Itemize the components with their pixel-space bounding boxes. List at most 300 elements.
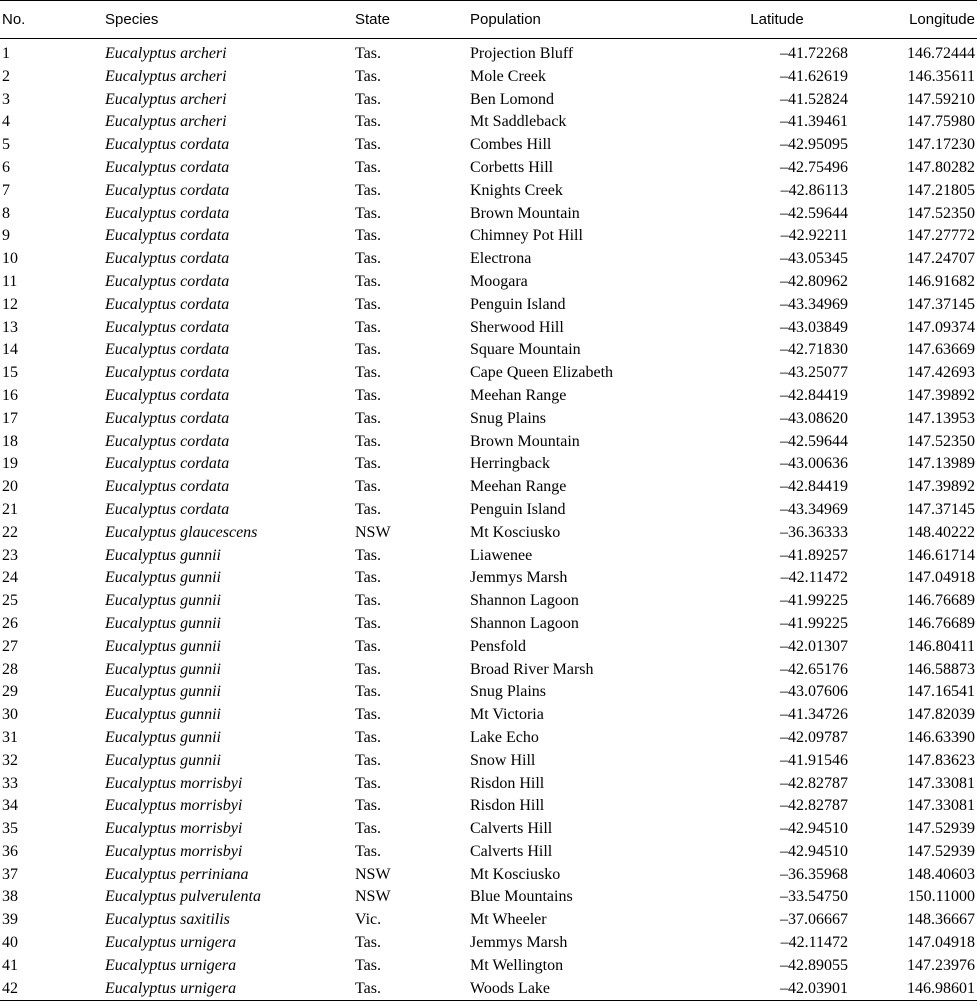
- table-row: [0, 909, 977, 932]
- cell-species: Eucalyptus morrisbyi: [105, 774, 243, 792]
- cell-population: Lake Echo: [470, 728, 539, 746]
- cell-latitude: –41.99225: [780, 614, 848, 632]
- cell-no: 11: [2, 272, 18, 290]
- cell-species: Eucalyptus morrisbyi: [105, 842, 243, 860]
- cell-state: Tas.: [355, 934, 381, 952]
- cell-longitude: 147.52939: [907, 842, 975, 860]
- cell-state: Tas.: [355, 113, 381, 131]
- cell-latitude: –42.82787: [780, 797, 848, 815]
- cell-population: Jemmys Marsh: [470, 569, 568, 587]
- cell-longitude: 146.72444: [907, 45, 975, 62]
- cell-latitude: –42.95095: [780, 136, 848, 154]
- cell-state: Tas.: [355, 637, 381, 655]
- cell-species: Eucalyptus morrisbyi: [105, 797, 243, 815]
- table-row: [0, 636, 977, 659]
- cell-state: Tas.: [355, 751, 381, 769]
- cell-species: Eucalyptus archeri: [105, 113, 227, 131]
- cell-no: 38: [2, 888, 18, 906]
- cell-latitude: –41.89257: [780, 546, 848, 564]
- cell-state: Tas.: [355, 181, 381, 199]
- cell-longitude: 146.63390: [907, 728, 975, 746]
- table-row: [0, 317, 977, 340]
- table-row: [0, 955, 977, 978]
- table-row: [0, 39, 977, 66]
- cell-species: Eucalyptus cordata: [105, 250, 230, 268]
- cell-no: 7: [2, 181, 10, 199]
- table-row: [0, 385, 977, 408]
- cell-population: Penguin Island: [470, 500, 566, 518]
- cell-species: Eucalyptus gunnii: [105, 637, 221, 655]
- cell-no: 8: [2, 204, 10, 222]
- cell-no: 40: [2, 934, 18, 952]
- cell-population: Risdon Hill: [470, 797, 545, 815]
- table-row: [0, 795, 977, 818]
- table-row: [0, 180, 977, 203]
- header-latitude: Latitude: [666, 1, 848, 39]
- cell-population: Jemmys Marsh: [470, 934, 568, 952]
- cell-state: NSW: [355, 865, 391, 883]
- cell-longitude: 147.33081: [907, 774, 975, 792]
- cell-longitude: 147.39892: [907, 478, 975, 496]
- cell-no: 19: [2, 455, 18, 473]
- cell-latitude: –37.06667: [780, 911, 848, 929]
- table-row: [0, 750, 977, 773]
- cell-population: Mt Victoria: [470, 706, 544, 724]
- cell-longitude: 147.52350: [907, 204, 975, 222]
- cell-no: 37: [2, 865, 18, 883]
- table-row: [0, 408, 977, 431]
- cell-no: 12: [2, 295, 18, 313]
- cell-state: Tas.: [355, 592, 381, 610]
- table-row: [0, 886, 977, 909]
- cell-latitude: –42.80962: [780, 272, 848, 290]
- cell-latitude: –41.34726: [780, 706, 848, 724]
- table-row: [0, 225, 977, 248]
- table-row: [0, 864, 977, 887]
- cell-population: Projection Bluff: [470, 45, 574, 62]
- table-row: [0, 66, 977, 89]
- cell-longitude: 147.24707: [907, 250, 975, 268]
- cell-latitude: –42.59644: [780, 432, 848, 450]
- cell-state: Tas.: [355, 158, 381, 176]
- cell-no: 42: [0, 978, 105, 1001]
- cell-latitude: –42.71830: [780, 341, 848, 359]
- cell-longitude: 146.76689: [907, 614, 975, 632]
- cell-no: 23: [2, 546, 18, 564]
- cell-state: Tas.: [355, 386, 381, 404]
- cell-population: Mt Kosciusko: [470, 523, 561, 541]
- cell-species: Eucalyptus urnigera: [105, 978, 355, 1001]
- cell-species: Eucalyptus gunnii: [105, 614, 221, 632]
- cell-latitude: –43.00636: [780, 455, 848, 473]
- table-row: [0, 681, 977, 704]
- cell-no: 6: [2, 158, 10, 176]
- cell-population: Risdon Hill: [470, 774, 545, 792]
- cell-longitude: 147.21805: [907, 181, 975, 199]
- cell-population: Shannon Lagoon: [470, 614, 579, 632]
- cell-species: Eucalyptus cordata: [105, 432, 230, 450]
- cell-population: Mt Wellington: [470, 956, 564, 974]
- cell-species: Eucalyptus archeri: [105, 67, 227, 85]
- cell-latitude: –42.86113: [780, 181, 848, 199]
- cell-no: 9: [2, 227, 10, 245]
- table-row: [0, 978, 977, 1001]
- cell-species: Eucalyptus glaucescens: [105, 523, 258, 541]
- table-row: [0, 841, 977, 864]
- cell-latitude: –36.35968: [780, 865, 848, 883]
- cell-latitude: –42.11472: [780, 934, 848, 952]
- cell-longitude: 147.33081: [907, 797, 975, 815]
- cell-no: 28: [2, 660, 18, 678]
- cell-population: Snug Plains: [470, 409, 547, 427]
- cell-population: Pensfold: [470, 637, 526, 655]
- cell-longitude: 148.36667: [907, 911, 975, 929]
- cell-population: Mt Saddleback: [470, 113, 567, 131]
- cell-state: Tas.: [355, 67, 381, 85]
- cell-longitude: 147.09374: [907, 318, 975, 336]
- cell-latitude: –42.92211: [780, 227, 848, 245]
- table-row: [0, 499, 977, 522]
- cell-no: 2: [2, 67, 10, 85]
- cell-no: 41: [2, 956, 18, 974]
- cell-no: 10: [2, 250, 18, 268]
- table-row: [0, 339, 977, 362]
- cell-state: Tas.: [355, 683, 381, 701]
- cell-longitude: 147.42693: [907, 364, 975, 382]
- cell-latitude: –42.09787: [780, 728, 848, 746]
- cell-no: 3: [2, 90, 10, 108]
- cell-latitude: –42.01307: [780, 637, 848, 655]
- cell-state: Tas.: [355, 250, 381, 268]
- cell-no: 29: [2, 683, 18, 701]
- cell-state: Tas.: [355, 272, 381, 290]
- cell-longitude: 146.91682: [907, 272, 975, 290]
- cell-state: Tas.: [355, 432, 381, 450]
- table-row: [0, 773, 977, 796]
- table-row: [0, 203, 977, 226]
- cell-state: Tas.: [355, 227, 381, 245]
- cell-latitude: –41.72268: [780, 45, 848, 62]
- cell-species: Eucalyptus cordata: [105, 136, 230, 154]
- cell-state: Tas.: [355, 614, 381, 632]
- cell-species: Eucalyptus gunnii: [105, 592, 221, 610]
- cell-species: Eucalyptus cordata: [105, 455, 230, 473]
- cell-population: Mt Wheeler: [470, 911, 547, 929]
- cell-species: Eucalyptus cordata: [105, 341, 230, 359]
- cell-no: 1: [2, 45, 10, 62]
- cell-no: 31: [2, 728, 18, 746]
- cell-latitude: –43.05345: [780, 250, 848, 268]
- cell-latitude: –42.94510: [780, 820, 848, 838]
- cell-no: 32: [2, 751, 18, 769]
- cell-longitude: 147.63669: [907, 341, 975, 359]
- cell-latitude: –43.34969: [780, 500, 848, 518]
- table-row: [0, 932, 977, 955]
- cell-species: Eucalyptus cordata: [105, 364, 230, 382]
- cell-no: 25: [2, 592, 18, 610]
- cell-population: Shannon Lagoon: [470, 592, 579, 610]
- cell-species: Eucalyptus cordata: [105, 227, 230, 245]
- cell-no: 33: [2, 774, 18, 792]
- cell-longitude: 147.37145: [907, 500, 975, 518]
- cell-no: 24: [2, 569, 18, 587]
- cell-species: Eucalyptus cordata: [105, 500, 230, 518]
- cell-latitude: –42.84419: [780, 478, 848, 496]
- cell-state: Tas.: [355, 45, 381, 62]
- cell-state: Tas.: [355, 842, 381, 860]
- cell-no: 34: [2, 797, 18, 815]
- cell-longitude: 146.35611: [907, 67, 975, 85]
- table-row: [0, 431, 977, 454]
- cell-population: Herringback: [470, 455, 550, 473]
- cell-state: Tas.: [355, 500, 381, 518]
- table-row: [0, 659, 977, 682]
- cell-species: Eucalyptus morrisbyi: [105, 820, 243, 838]
- cell-latitude: –42.65176: [780, 660, 848, 678]
- cell-no: 26: [2, 614, 18, 632]
- cell-state: NSW: [355, 523, 391, 541]
- cell-population: Snug Plains: [470, 683, 547, 701]
- cell-longitude: 146.80411: [907, 637, 975, 655]
- table-row: [0, 818, 977, 841]
- header-no: No.: [0, 1, 105, 39]
- cell-species: Eucalyptus urnigera: [105, 956, 237, 974]
- cell-population: Brown Mountain: [470, 432, 580, 450]
- table-row: [0, 590, 977, 613]
- cell-latitude: –33.54750: [780, 888, 848, 906]
- cell-species: Eucalyptus gunnii: [105, 683, 221, 701]
- table-row: [0, 453, 977, 476]
- cell-longitude: 146.61714: [907, 546, 975, 564]
- cell-no: 16: [2, 386, 18, 404]
- cell-state: Tas.: [355, 569, 381, 587]
- cell-species: Eucalyptus cordata: [105, 158, 230, 176]
- cell-latitude: –42.11472: [780, 569, 848, 587]
- cell-population: Meehan Range: [470, 386, 567, 404]
- cell-population: Moogara: [470, 272, 528, 290]
- cell-species: Eucalyptus pulverulenta: [105, 888, 261, 906]
- cell-species: Eucalyptus perriniana: [105, 865, 249, 883]
- cell-longitude: 147.04918: [907, 934, 975, 952]
- cell-species: Eucalyptus cordata: [105, 272, 230, 290]
- cell-population: Woods Lake: [470, 978, 666, 1001]
- cell-longitude: 146.76689: [907, 592, 975, 610]
- cell-no: 20: [2, 478, 18, 496]
- cell-latitude: –42.75496: [780, 158, 848, 176]
- cell-longitude: 147.17230: [907, 136, 975, 154]
- cell-population: Calverts Hill: [470, 842, 553, 860]
- table-row: [0, 613, 977, 636]
- table-body: [0, 39, 977, 1001]
- header-species: Species: [105, 1, 355, 39]
- cell-longitude: 148.40222: [907, 523, 975, 541]
- cell-population: Brown Mountain: [470, 204, 580, 222]
- cell-population: Ben Lomond: [470, 90, 554, 108]
- cell-no: 18: [2, 432, 18, 450]
- cell-population: Snow Hill: [470, 751, 536, 769]
- cell-longitude: 150.11000: [907, 888, 975, 906]
- table-row: [0, 727, 977, 750]
- cell-longitude: 147.52939: [907, 820, 975, 838]
- table-row: [0, 362, 977, 385]
- cell-population: Calverts Hill: [470, 820, 553, 838]
- cell-longitude: 147.83623: [907, 751, 975, 769]
- cell-longitude: 147.52350: [907, 432, 975, 450]
- cell-latitude: –36.36333: [780, 523, 848, 541]
- cell-state: Tas.: [355, 204, 381, 222]
- cell-species: Eucalyptus cordata: [105, 478, 230, 496]
- cell-no: 36: [2, 842, 18, 860]
- cell-latitude: –41.91546: [780, 751, 848, 769]
- header-population: Population: [470, 1, 666, 39]
- cell-population: Mt Kosciusko: [470, 865, 561, 883]
- cell-longitude: 147.04918: [907, 569, 975, 587]
- cell-state: Tas.: [355, 774, 381, 792]
- cell-longitude: 147.13953: [907, 409, 975, 427]
- cell-population: Square Mountain: [470, 341, 581, 359]
- cell-longitude: 146.98601: [848, 978, 977, 1001]
- cell-state: Tas.: [355, 364, 381, 382]
- cell-state: Tas.: [355, 728, 381, 746]
- cell-no: 27: [2, 637, 18, 655]
- cell-species: Eucalyptus gunnii: [105, 751, 221, 769]
- cell-state: Tas.: [355, 978, 470, 1001]
- cell-state: Vic.: [355, 911, 382, 929]
- cell-longitude: 146.58873: [907, 660, 975, 678]
- cell-population: Knights Creek: [470, 181, 563, 199]
- cell-latitude: –41.52824: [780, 90, 848, 108]
- cell-latitude: –41.99225: [780, 592, 848, 610]
- header-longitude: Longitude: [848, 1, 977, 39]
- cell-population: Mole Creek: [470, 67, 546, 85]
- cell-longitude: 147.75980: [907, 113, 975, 131]
- cell-longitude: 147.23976: [907, 956, 975, 974]
- cell-latitude: –43.03849: [780, 318, 848, 336]
- header-row: [0, 1, 977, 39]
- cell-state: NSW: [355, 888, 391, 906]
- cell-no: 30: [2, 706, 18, 724]
- cell-species: Eucalyptus cordata: [105, 409, 230, 427]
- cell-longitude: 148.40603: [907, 865, 975, 883]
- cell-population: Liawenee: [470, 546, 533, 564]
- cell-state: Tas.: [355, 706, 381, 724]
- cell-population: Blue Mountains: [470, 888, 573, 906]
- cell-no: 5: [2, 136, 10, 154]
- table-header: [0, 1, 977, 39]
- header-state: State: [355, 1, 470, 39]
- cell-population: Combes Hill: [470, 136, 552, 154]
- cell-population: Penguin Island: [470, 295, 566, 313]
- cell-species: Eucalyptus gunnii: [105, 569, 221, 587]
- cell-latitude: –43.34969: [780, 295, 848, 313]
- cell-species: Eucalyptus cordata: [105, 181, 230, 199]
- cell-state: Tas.: [355, 341, 381, 359]
- cell-state: Tas.: [355, 660, 381, 678]
- cell-state: Tas.: [355, 478, 381, 496]
- cell-no: 13: [2, 318, 18, 336]
- cell-longitude: 147.37145: [907, 295, 975, 313]
- cell-species: Eucalyptus cordata: [105, 295, 230, 313]
- cell-latitude: –41.39461: [780, 113, 848, 131]
- cell-species: Eucalyptus saxitilis: [105, 911, 230, 929]
- cell-population: Cape Queen Elizabeth: [470, 364, 614, 382]
- cell-species: Eucalyptus cordata: [105, 386, 230, 404]
- cell-state: Tas.: [355, 295, 381, 313]
- cell-latitude: –43.08620: [780, 409, 848, 427]
- cell-population: Chimney Pot Hill: [470, 227, 583, 245]
- cell-species: Eucalyptus gunnii: [105, 706, 221, 724]
- cell-state: Tas.: [355, 956, 381, 974]
- cell-species: Eucalyptus gunnii: [105, 660, 221, 678]
- cell-state: Tas.: [355, 546, 381, 564]
- cell-latitude: –42.94510: [780, 842, 848, 860]
- cell-no: 21: [2, 500, 18, 518]
- cell-longitude: 147.80282: [907, 158, 975, 176]
- cell-no: 14: [2, 341, 18, 359]
- cell-state: Tas.: [355, 820, 381, 838]
- cell-species: Eucalyptus cordata: [105, 204, 230, 222]
- cell-latitude: –42.03901: [666, 978, 848, 1001]
- cell-no: 35: [2, 820, 18, 838]
- cell-latitude: –43.07606: [780, 683, 848, 701]
- cell-no: 22: [2, 523, 18, 541]
- cell-state: Tas.: [355, 409, 381, 427]
- cell-state: Tas.: [355, 90, 381, 108]
- table-row: [0, 545, 977, 568]
- cell-longitude: 147.59210: [907, 90, 975, 108]
- cell-longitude: 147.39892: [907, 386, 975, 404]
- table-row: [0, 567, 977, 590]
- cell-population: Electrona: [470, 250, 532, 268]
- table-row: [0, 111, 977, 134]
- cell-no: 4: [2, 113, 10, 131]
- cell-state: Tas.: [355, 136, 381, 154]
- cell-species: Eucalyptus gunnii: [105, 728, 221, 746]
- table-row: [0, 157, 977, 180]
- cell-species: Eucalyptus archeri: [105, 45, 227, 62]
- table-row: [0, 89, 977, 112]
- cell-no: 39: [2, 911, 18, 929]
- table-row: [0, 248, 977, 271]
- cell-longitude: 147.13989: [907, 455, 975, 473]
- cell-population: Meehan Range: [470, 478, 567, 496]
- cell-longitude: 147.82039: [907, 706, 975, 724]
- table-row: [0, 271, 977, 294]
- cell-species: Eucalyptus urnigera: [105, 934, 237, 952]
- cell-latitude: –42.59644: [780, 204, 848, 222]
- cell-state: Tas.: [355, 318, 381, 336]
- cell-species: Eucalyptus cordata: [105, 318, 230, 336]
- cell-latitude: –42.82787: [780, 774, 848, 792]
- cell-latitude: –42.84419: [780, 386, 848, 404]
- cell-latitude: –41.62619: [780, 67, 848, 85]
- table-row: [0, 476, 977, 499]
- cell-species: Eucalyptus archeri: [105, 90, 227, 108]
- cell-population: Corbetts Hill: [470, 158, 554, 176]
- cell-latitude: –43.25077: [780, 364, 848, 382]
- table-row: [0, 522, 977, 545]
- cell-population: Sherwood Hill: [470, 318, 564, 336]
- cell-latitude: –42.89055: [780, 956, 848, 974]
- cell-no: 15: [2, 364, 18, 382]
- cell-population: Broad River Marsh: [470, 660, 594, 678]
- cell-species: Eucalyptus gunnii: [105, 546, 221, 564]
- cell-no: 17: [2, 409, 18, 427]
- table-row: [0, 134, 977, 157]
- cell-longitude: 147.16541: [907, 683, 975, 701]
- cell-state: Tas.: [355, 797, 381, 815]
- cell-state: Tas.: [355, 455, 381, 473]
